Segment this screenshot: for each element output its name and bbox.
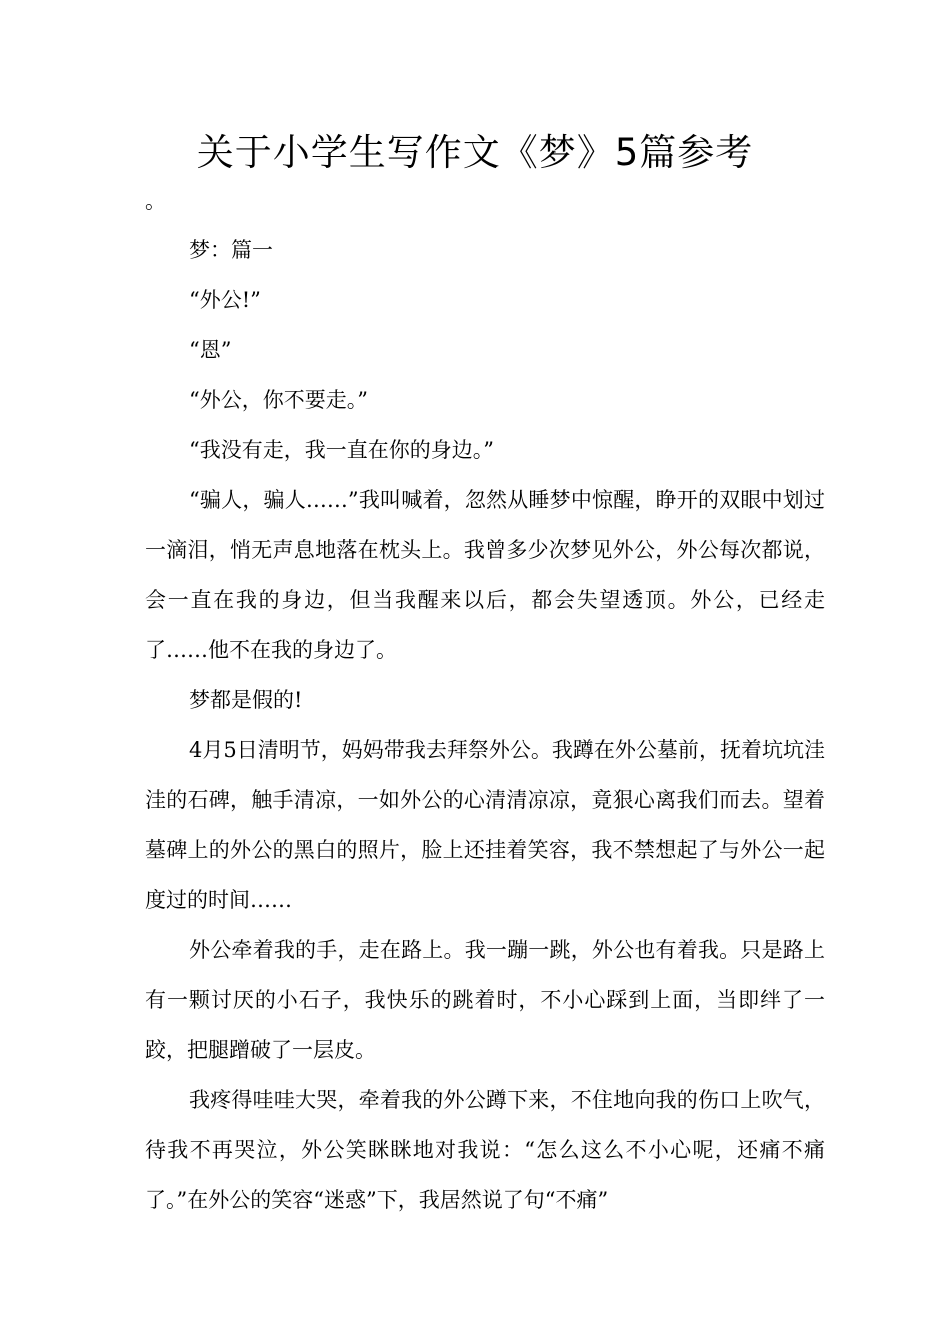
paragraph-dialogue: “我没有走，我一直在你的身边。” (189, 438, 494, 462)
paragraph-dialogue: “外公!” (189, 288, 261, 312)
paragraph-dialogue: “外公，你不要走。” (189, 388, 368, 412)
document-title: 关于小学生写作文《梦》5篇参考 (196, 131, 754, 174)
paragraph-body: 4月5日清明节，妈妈带我去拜祭外公。我蹲在外公墓前，抚着坑坑洼洼的石碑，触手清凉，一如外公的心清清凉凉，竟狠心离我们而去。望着墓碑上的外公的黑白的照片，脸上还挂着笑容，我不禁想起了与外公一起度过的时间…… (145, 738, 825, 912)
paragraph-body: 梦都是假的! (189, 688, 303, 712)
paragraph-dialogue: “恩” (189, 338, 232, 362)
paragraph-section-heading: 梦：篇一 (189, 238, 273, 262)
paragraph-body: “骗人，骗人……”我叫喊着，忽然从睡梦中惊醒，睁开的双眼中划过一滴泪，悄无声息地落在枕头上。我曾多少次梦见外公，外公每次都说，会一直在我的身边，但当我醒来以后，都会失望透顶。外公，已经走了……他不在我的身边了。 (145, 488, 825, 662)
document-body (145, 187, 825, 1225)
paragraph-body: 我疼得哇哇大哭，牵着我的外公蹲下来，不住地向我的伤口上吹气，待我不再哭泣，外公笑眯眯地对我说：“怎么这么不小心呢，还痛不痛了。”在外公的笑容“迷惑”下，我居然说了句“不痛” (145, 1088, 825, 1212)
paragraph-body: 外公牵着我的手，走在路上。我一蹦一跳，外公也有着我。只是路上有一颗讨厌的小石子，我快乐的跳着时，不小心踩到上面，当即绊了一跤，把腿蹭破了一层皮。 (145, 938, 825, 1062)
paragraph-leading-mark: 。 (145, 189, 166, 213)
